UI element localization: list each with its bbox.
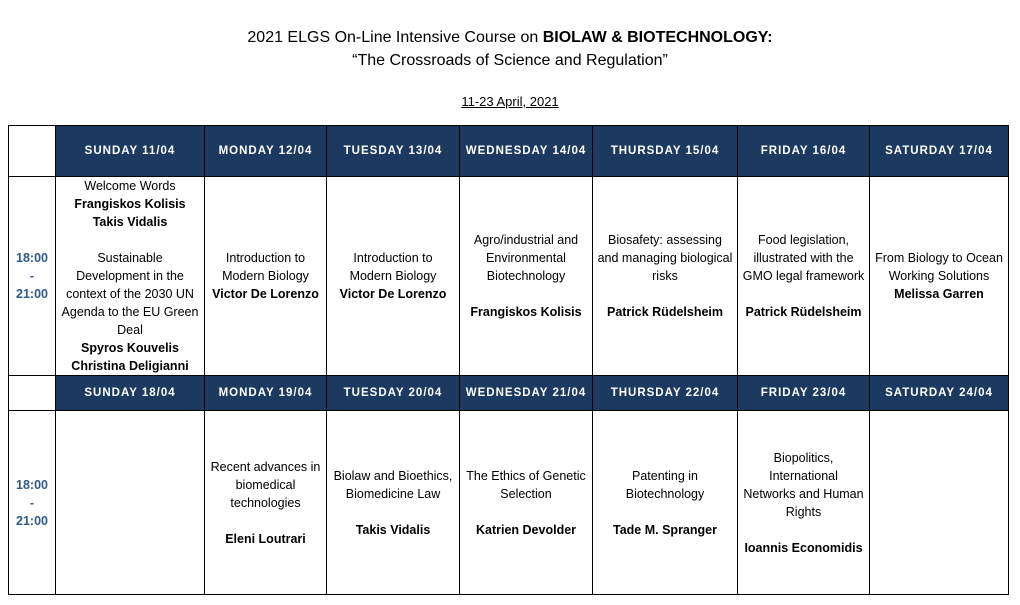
session-cell: [327, 177, 460, 376]
session-cell: [870, 411, 1009, 595]
session-topic: Agro/industrial and Environmental Biotechnology: [473, 233, 579, 283]
day-header: FRIDAY 23/04: [738, 376, 870, 411]
session-speaker: Victor De Lorenzo: [212, 287, 319, 301]
session-cell: [593, 411, 738, 595]
session-topic: From Biology to Ocean Working Solutions: [875, 251, 1003, 283]
header-blank-cell: [9, 126, 56, 177]
day-header: SUNDAY 11/04: [56, 126, 205, 177]
header-blank-cell: [9, 376, 56, 411]
session-cell: [738, 177, 870, 376]
session-speaker: Eleni Loutrari: [225, 531, 306, 546]
time-end: 21:00: [16, 287, 48, 301]
session-speaker: Takis Vidalis: [92, 215, 168, 229]
day-header: SATURDAY 24/04: [870, 376, 1009, 411]
session-speaker: Takis Vidalis: [355, 522, 431, 537]
week1-header-row: [9, 126, 1009, 177]
week1-session-row: [9, 177, 1009, 376]
session-topic: Introduction to Modern Biology: [349, 251, 437, 283]
session-topic: Welcome Words: [84, 179, 176, 193]
session-topic: Biosafety: assessing and managing biological risks: [597, 233, 733, 283]
day-header: MONDAY 19/04: [205, 376, 327, 411]
day-header: SATURDAY 17/04: [870, 126, 1009, 177]
session-cell: [56, 177, 205, 376]
session-cell: [327, 411, 460, 595]
time-slot: [9, 177, 56, 376]
course-subtitle: “The Crossroads of Science and Regulation”: [352, 52, 668, 69]
day-header: TUESDAY 13/04: [327, 126, 460, 177]
day-header: THURSDAY 15/04: [593, 126, 738, 177]
session-topic: Biopolitics, International Networks and Human Rights: [743, 450, 864, 519]
session-topic: Sustainable Development in the context of the 2030 UN Agenda to the EU Green Deal: [61, 251, 199, 337]
course-title-prefix: 2021 ELGS On-Line Intensive Course on: [247, 29, 543, 46]
session-speaker: Patrick Rüdelsheim: [606, 305, 723, 319]
session-topic: Introduction to Modern Biology: [222, 251, 309, 283]
day-header: THURSDAY 22/04: [593, 376, 738, 411]
session-speaker: Christina Deligianni: [71, 359, 189, 373]
day-header: WEDNESDAY 14/04: [460, 126, 593, 177]
session-cell: [460, 411, 593, 595]
session-cell: [56, 411, 205, 595]
time-separator: -: [29, 269, 35, 283]
session-cell: [593, 177, 738, 376]
session-speaker: Frangiskos Kolisis: [470, 305, 582, 319]
time-slot: [9, 411, 56, 595]
time-start: 18:00: [16, 251, 48, 265]
day-header: WEDNESDAY 21/04: [460, 376, 593, 411]
time-end: 21:00: [16, 513, 48, 528]
day-header: MONDAY 12/04: [205, 126, 327, 177]
session-topic: Food legislation, illustrated with the GMO legal framework: [742, 233, 865, 283]
session-topic: The Ethics of Genetic Selection: [466, 468, 586, 501]
session-speaker: Melissa Garren: [894, 287, 984, 301]
time-start: 18:00: [16, 477, 48, 492]
session-speaker: Katrien Devolder: [475, 522, 577, 537]
day-header: TUESDAY 20/04: [327, 376, 460, 411]
session-cell: [205, 411, 327, 595]
session-topic: Recent advances in biomedical technologies: [210, 459, 321, 510]
session-speaker: Spyros Kouvelis: [81, 341, 179, 355]
session-speaker: Ioannis Economidis: [744, 540, 863, 555]
session-cell: [460, 177, 593, 376]
session-topic: Patenting in Biotechnology: [625, 468, 705, 501]
course-title: [0, 29, 1020, 47]
session-speaker: Frangiskos Kolisis: [74, 197, 186, 211]
session-cell: [870, 177, 1009, 376]
session-cell: [738, 411, 870, 595]
session-cell: [205, 177, 327, 376]
course-title-bold: BIOLAW & BIOTECHNOLOGY:: [542, 29, 773, 46]
session-speaker: Tade M. Spranger: [613, 522, 717, 537]
day-header: SUNDAY 18/04: [56, 376, 205, 411]
week2-header-row: [9, 376, 1009, 411]
week2-session-row: [9, 411, 1009, 595]
course-dates: 11-23 April, 2021: [461, 94, 559, 109]
time-separator: -: [29, 495, 35, 510]
session-speaker: Victor De Lorenzo: [339, 287, 447, 301]
schedule-table: [8, 125, 1009, 595]
session-speaker: Patrick Rüdelsheim: [745, 305, 862, 319]
day-header: FRIDAY 16/04: [738, 126, 870, 177]
session-topic: Biolaw and Bioethics, Biomedicine Law: [333, 468, 453, 501]
